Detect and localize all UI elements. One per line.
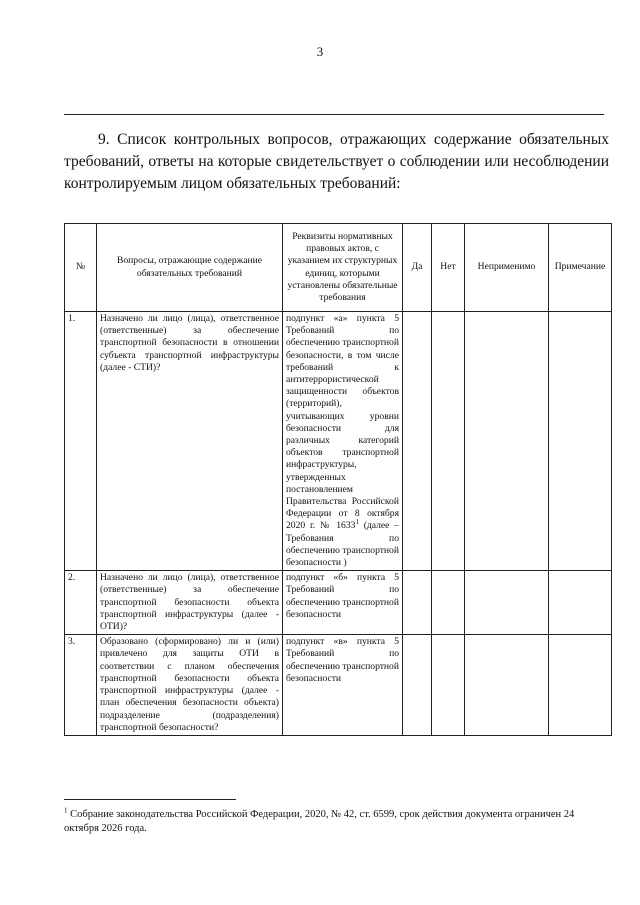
footnote-marker: 1 — [64, 806, 68, 815]
cell-no[interactable] — [432, 312, 465, 571]
page-number: 3 — [316, 44, 324, 59]
cell-na[interactable] — [465, 635, 549, 736]
cell-no[interactable] — [432, 635, 465, 736]
header-requisites: Реквизиты нормативных правовых актов, с указанием их структурных единиц, которыми установлены обязательные требования — [283, 224, 403, 312]
header-num: № — [65, 224, 97, 312]
cell-note[interactable] — [549, 312, 612, 571]
cell-note[interactable] — [549, 635, 612, 736]
footnote-text: Собрание законодательства Российской Федерации, 2020, № 42, ст. 6599, срок действия документа ограничен 24 октября 2026 года. — [64, 809, 575, 834]
row-requisites: подпункт «б» пункта 5 Требований по обеспечению транспортной безопасности — [283, 571, 403, 635]
requisites-text-continued: (далее – Требования по обеспечению транспортной безопасности ) — [286, 520, 399, 569]
table-row — [65, 312, 612, 571]
row-question: Назначено ли лицо (лица), ответственное (ответственные) за обеспечение транспортной безопасности в отношении субъекта транспортной инфраструктуры (далее - СТИ)? — [97, 312, 283, 571]
footnote-reference: 1 — [355, 518, 359, 527]
cell-yes[interactable] — [403, 571, 432, 635]
footnote-rule — [64, 799, 236, 800]
cell-na[interactable] — [465, 312, 549, 571]
cell-no[interactable] — [432, 571, 465, 635]
header-question: Вопросы, отражающие содержание обязательных требований — [97, 224, 283, 312]
header-rule — [64, 114, 604, 115]
cell-yes[interactable] — [403, 312, 432, 571]
cell-note[interactable] — [549, 571, 612, 635]
row-question: Назначено ли лицо (лица), ответственное (ответственные) за обеспечение транспортной безопасности объекта транспортной инфраструктуры (далее - ОТИ)? — [97, 571, 283, 635]
requisites-text: подпункт «а» пункта 5 Требований по обеспечению транспортной безопасности, в том числе требований к антитеррористической защищенности объектов (территорий), учитывающих уровни безопасности для различных категорий объектов транспортной инфраструктуры, утвержденных постановлением Правительства Российской Федерации от 8 октября 2020 г. № 1633 — [286, 313, 399, 532]
cell-na[interactable] — [465, 571, 549, 635]
row-requisites: подпункт «в» пункта 5 Требований по обеспечению транспортной безопасности — [283, 635, 403, 736]
table-header-row — [65, 224, 612, 312]
checklist-table — [64, 223, 612, 736]
row-number: 3. — [65, 635, 97, 736]
header-no: Нет — [432, 224, 465, 312]
footnote — [64, 808, 609, 836]
table-row — [65, 635, 612, 736]
section-heading: 9. Список контрольных вопросов, отражающих содержание обязательных требований, ответы на которые свидетельствует о соблюдении или несоблюдении контролируемым лицом обязательных требований: — [64, 131, 609, 192]
header-note: Примечание — [549, 224, 612, 312]
table-row — [65, 571, 612, 635]
row-number: 2. — [65, 571, 97, 635]
row-requisites — [283, 312, 403, 571]
header-na: Неприменимо — [465, 224, 549, 312]
row-question: Образовано (сформировано) ли и (или) привлечено для защиты ОТИ в соответствии с планом обеспечения транспортной безопасности объекта транспортной инфраструктуры (далее - план обеспечения безопасности объекта) подразделение (подразделения) транспортной безопасности? — [97, 635, 283, 736]
row-number: 1. — [65, 312, 97, 571]
cell-yes[interactable] — [403, 635, 432, 736]
header-yes: Да — [403, 224, 432, 312]
